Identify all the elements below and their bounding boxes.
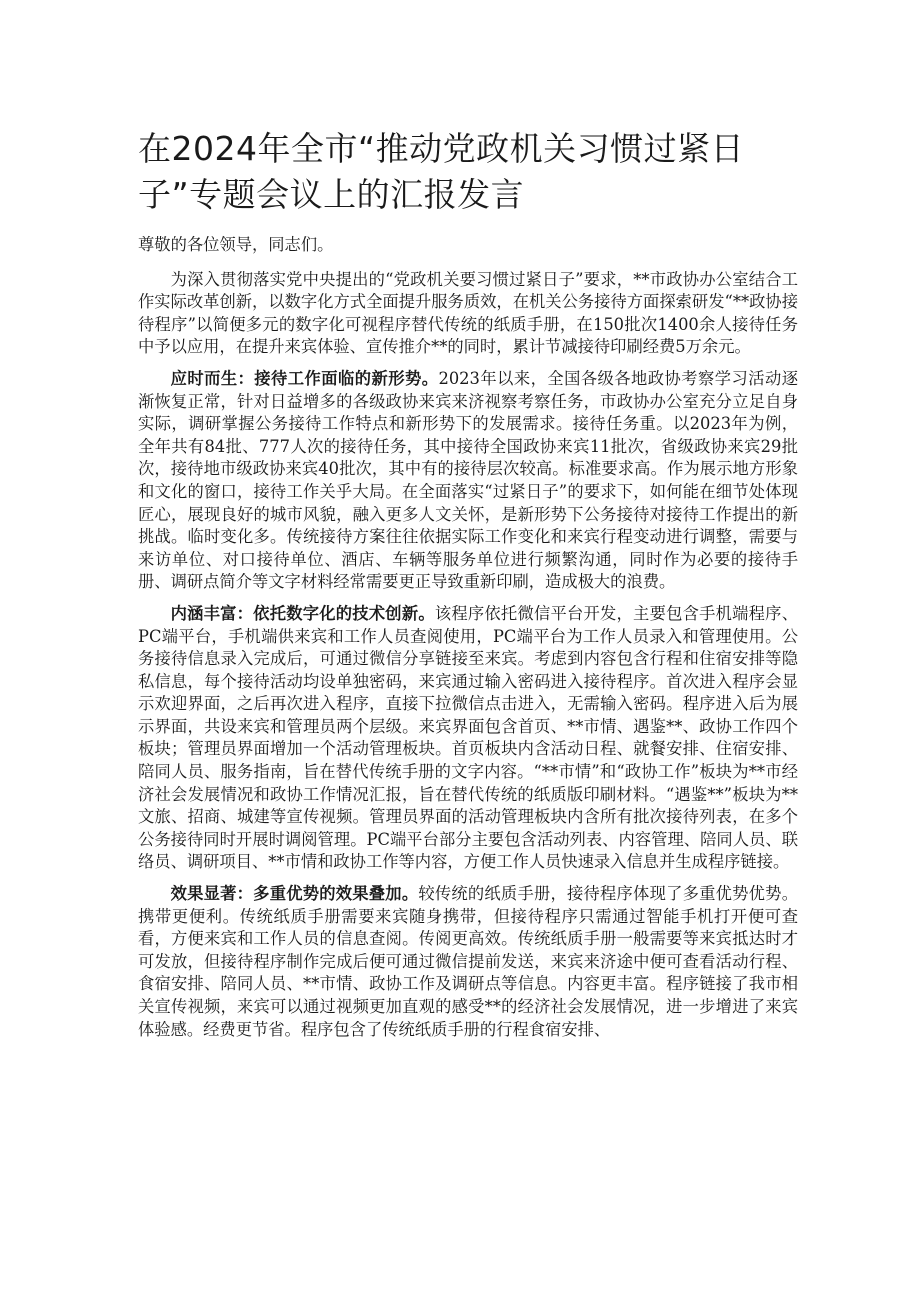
section-heading-2: 内涵丰富：依托数字化的技术创新。 bbox=[170, 603, 435, 623]
section-paragraph-1 bbox=[138, 368, 798, 594]
section-text-2: 该程序依托微信平台开发，主要包含手机端程序、PC端平台，手机端供来宾和工作人员查阅使用，PC端平台为工作人员录入和管理使用。公务接待信息录入完成后，可通过微信分享链接至来宾。考虑到内容包含行程和住宿安排等隐私信息，每个接待活动均设单独密码，来宾通过输入密码进入接待程序。首次进入程序会显示欢迎界面，之后再次进入程序，直接下拉微信点击进入，无需输入密码。程序进入后为展示界面，共设来宾和管理员两个层级。来宾界面包含首页、**市情、遇鉴**、政协工作四个板块；管理员界面增加一个活动管理板块。首页板块内含活动日程、就餐安排、住宿安排、陪同人员、服务指南，旨在替代传统手册的文字内容。“**市情”和“政协工作”板块为**市经济社会发展情况和政协工作情况汇报，旨在替代传统的纸质版印刷材料。“遇鉴**”板块为**文旅、招商、城建等宣传视频。管理员界面的活动管理板块内含所有批次接待列表，在多个公务接待同时开展时调阅管理。PC端平台部分主要包含活动列表、内容管理、陪同人员、联络员、调研项目、**市情和政协工作等内容，方便工作人员快速录入信息并生成程序链接。 bbox=[138, 603, 798, 872]
section-text-1: 2023年以来，全国各级各地政协考察学习活动逐渐恢复正常，针对日益增多的各级政协来宾来济视察考察任务，市政协办公室充分立足自身实际，调研掌握公务接待工作特点和新形势下的发展需求。接待任务重。以2023年为例，全年共有84批、777人次的接待任务，其中接待全国政协来宾11批次，省级政协来宾29批次，接待地市级政协来宾40批次，其中有的接待层次较高。标准要求高。作为展示地方形象和文化的窗口，接待工作关乎大局。在全面落实“过紧日子”的要求下，如何能在细节处体现匠心，展现良好的城市风貌，融入更多人文关怀，是新形势下公务接待对接待工作提出的新挑战。临时变化多。传统接待方案往往依据实际工作变化和来宾行程变动进行调整，需要与来访单位、对口接待单位、酒店、车辆等服务单位进行频繁沟通，同时作为必要的接待手册、调研点简介等文字材料经常需要更正导致重新印刷，造成极大的浪费。 bbox=[138, 368, 798, 592]
section-paragraph-2 bbox=[138, 603, 798, 874]
intro-paragraph: 为深入贯彻落实党中央提出的“党政机关要习惯过紧日子”要求，**市政协办公室结合工作实际改革创新，以数字化方式全面提升服务质效，在机关公务接待方面探索研发“**政协接待程序”以简便多元的数字化可视程序替代传统的纸质手册，在150批次1400余人接待任务中予以应用，在提升来宾体验、宣传推介**的同时，累计节减接待印刷经费5万余元。 bbox=[138, 269, 798, 357]
section-heading-3: 效果显著：多重优势的效果叠加。 bbox=[170, 884, 419, 904]
section-paragraph-3 bbox=[138, 883, 798, 1041]
document-title: 在2024年全市“推动党政机关习惯过紧日子”专题会议上的汇报发言 bbox=[138, 129, 745, 214]
section-heading-1: 应时而生：接待工作面临的新形势。 bbox=[170, 368, 439, 388]
document-body bbox=[138, 234, 798, 1050]
salutation: 尊敬的各位领导，同志们。 bbox=[138, 235, 334, 254]
section-text-3: 较传统的纸质手册，接待程序体现了多重优势优势。携带更便利。传统纸质手册需要来宾随身携带，但接待程序只需通过智能手机打开便可查看，方便来宾和工作人员的信息查阅。传阅更高效。传统纸质手册一般需要等来宾抵达时才可发放，但接待程序制作完成后便可通过微信提前发送，来宾来济途中便可查看活动行程、食宿安排、陪同人员、**市情、政协工作及调研点等信息。内容更丰富。程序链接了我市相关宣传视频，来宾可以通过视频更加直观的感受**的经济社会发展情况，进一步增进了来宾体验感。经费更节省。程序包含了传统纸质手册的行程食宿安排、 bbox=[138, 884, 798, 1039]
